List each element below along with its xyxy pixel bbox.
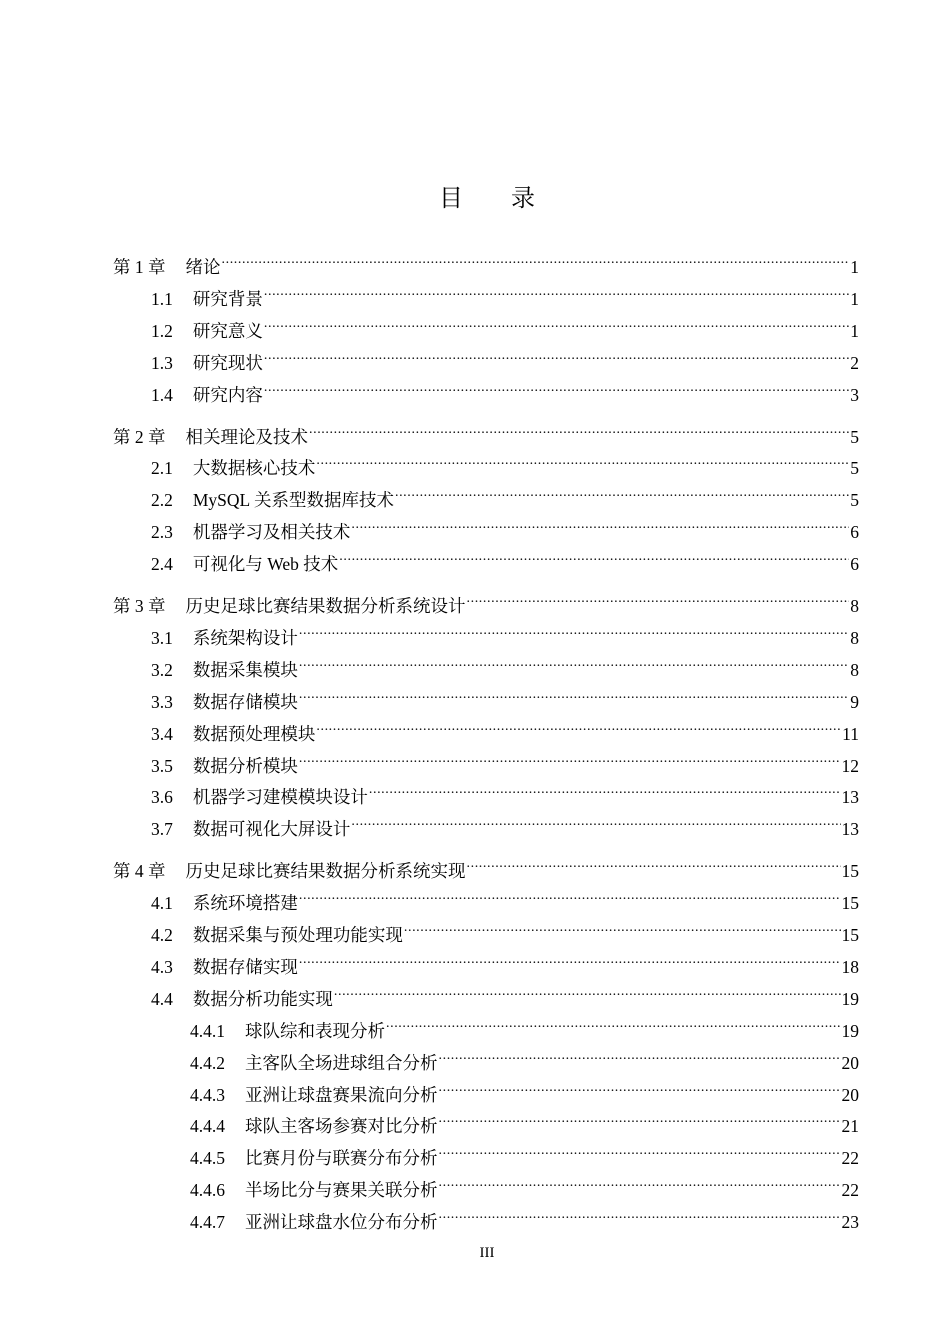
- toc-chapter-entry[interactable]: [113, 245, 859, 277]
- title-char-2: 录: [511, 186, 535, 212]
- toc-entry-label: 数据存储实现: [192, 956, 298, 977]
- toc-entry-page: 19: [841, 988, 859, 1009]
- toc-entry-number: 4.4.5: [190, 1148, 225, 1169]
- toc-entry-page: 15: [841, 861, 859, 882]
- toc-entry-label: 相关理论及技术: [185, 426, 308, 447]
- toc-dot-leader: [264, 373, 849, 401]
- toc-entry-label: 研究现状: [192, 352, 263, 373]
- toc-section-entry[interactable]: [151, 542, 859, 575]
- toc-entry-number: 4.4: [151, 988, 173, 1009]
- toc-chapter-entry[interactable]: [113, 584, 859, 616]
- toc-entry-page: 22: [841, 1148, 859, 1169]
- toc-dot-leader: [264, 341, 849, 369]
- toc-entry-page: 13: [841, 787, 859, 808]
- toc-entry-label: 亚洲让球盘赛果流向分析: [245, 1084, 438, 1105]
- toc-entry-label: 数据可视化大屏设计: [192, 819, 351, 840]
- toc-entry-number: 4.4.6: [190, 1180, 225, 1201]
- toc-section-entry[interactable]: [151, 807, 859, 840]
- toc-entry-page: 12: [841, 755, 859, 776]
- toc-entry-number: 3.3: [151, 691, 173, 712]
- toc-entry-page: 5: [850, 458, 859, 479]
- toc-section-entry[interactable]: [190, 1104, 859, 1137]
- toc-entry-page: 21: [841, 1116, 859, 1137]
- toc-section-entry[interactable]: [151, 446, 859, 479]
- toc-dot-leader: [439, 1073, 841, 1101]
- toc-entry-page: 20: [841, 1052, 859, 1073]
- toc-entry-page: 20: [841, 1084, 859, 1105]
- toc-dot-leader: [299, 648, 849, 676]
- toc-entry-label: 研究内容: [192, 384, 263, 405]
- toc-entry-label: 比赛月份与联赛分布分析: [245, 1148, 438, 1169]
- toc-dot-leader: [439, 1041, 841, 1069]
- footer-page-number: III: [479, 1245, 495, 1261]
- toc-chapter-entry[interactable]: [113, 415, 859, 447]
- toc-entry-page: 5: [850, 490, 859, 511]
- toc-section-entry[interactable]: [151, 510, 859, 543]
- toc-dot-leader: [467, 849, 841, 877]
- toc-entry-number: 2.4: [151, 554, 173, 575]
- toc-dot-leader: [264, 309, 849, 337]
- toc-dot-leader: [467, 584, 850, 612]
- toc-dot-leader: [369, 775, 841, 803]
- toc-section-entry[interactable]: [190, 1200, 859, 1233]
- toc-dot-leader: [316, 446, 849, 474]
- toc-entry-number: 4.2: [151, 925, 173, 945]
- toc-entry-label: 机器学习及相关技术: [192, 522, 351, 543]
- toc-dot-leader: [299, 744, 841, 772]
- toc-entry-label: 球队综和表现分析: [245, 1020, 385, 1041]
- toc-dot-leader: [299, 881, 841, 909]
- toc-section-entry[interactable]: [151, 977, 859, 1009]
- toc-entry-label: 研究背景: [192, 288, 263, 309]
- toc-entry-number: 第 1 章: [113, 257, 166, 277]
- toc-section-entry[interactable]: [151, 373, 859, 405]
- toc-entry-label: 绪论: [185, 257, 221, 277]
- toc-entry-page: 8: [850, 627, 859, 648]
- toc-entry-number: 3.7: [151, 819, 173, 840]
- toc-entry-label: 数据分析功能实现: [192, 988, 333, 1009]
- page-title: [0, 178, 950, 213]
- toc-entry-page: 8: [850, 596, 859, 616]
- toc-entry-page: 8: [850, 659, 859, 680]
- toc-section-entry[interactable]: [151, 775, 859, 808]
- toc-entry-number: 1.4: [151, 384, 173, 405]
- toc-entry-number: 4.4.4: [190, 1116, 225, 1137]
- toc-entry-page: 19: [841, 1020, 859, 1041]
- toc-dot-leader: [299, 616, 849, 644]
- toc-entry-number: 第 3 章: [113, 596, 166, 616]
- toc-entry-label: 历史足球比赛结果数据分析系统实现: [185, 861, 466, 882]
- toc-entry-page: 6: [850, 522, 859, 543]
- toc-entry-label: 球队主客场参赛对比分析: [245, 1116, 438, 1137]
- toc-section-entry[interactable]: [190, 1073, 859, 1105]
- toc-entry-number: 4.4.3: [190, 1084, 225, 1105]
- toc-section-entry[interactable]: [190, 1009, 859, 1041]
- toc-entry-page: 2: [850, 352, 859, 373]
- toc-dot-leader: [299, 680, 849, 708]
- toc-entry-page: 5: [850, 426, 859, 447]
- toc-entry-number: 3.1: [151, 627, 173, 648]
- toc-entry-number: 4.3: [151, 956, 173, 977]
- toc-entry-page: 9: [850, 691, 859, 712]
- toc-dot-leader: [334, 977, 841, 1005]
- toc-entry-label: MySQL 关系型数据库技术: [192, 490, 394, 511]
- toc-entry-number: 2.2: [151, 490, 173, 511]
- toc-entry-page: 23: [841, 1212, 859, 1233]
- toc-entry-label: 数据采集与预处理功能实现: [192, 925, 403, 945]
- toc-section-entry[interactable]: [151, 712, 859, 744]
- toc-entry-number: 第 2 章: [113, 426, 166, 447]
- toc-dot-leader: [264, 277, 849, 305]
- toc-entry-number: 1.1: [151, 288, 173, 309]
- toc-entry-number: 3.2: [151, 659, 173, 680]
- toc-section-entry[interactable]: [151, 478, 859, 511]
- toc-entry-label: 数据存储模块: [192, 691, 298, 712]
- toc-entry-label: 历史足球比赛结果数据分析系统设计: [185, 596, 466, 616]
- toc-entry-label: 数据采集模块: [192, 659, 298, 680]
- toc-entry-number: 4.1: [151, 893, 173, 914]
- toc-entry-label: 可视化与 Web 技术: [192, 554, 339, 575]
- toc-entry-label: 数据分析模块: [192, 755, 298, 776]
- toc-entry-page: 1: [850, 257, 859, 277]
- toc-section-entry[interactable]: [151, 744, 859, 776]
- toc-dot-leader: [386, 1009, 841, 1037]
- toc-entry-number: 第 4 章: [113, 861, 166, 882]
- toc-entry-number: 3.4: [151, 723, 173, 744]
- toc-entry-page: 11: [842, 723, 859, 744]
- toc-dot-leader: [351, 807, 840, 835]
- toc-dot-leader: [299, 945, 841, 973]
- toc-entry-page: 1: [850, 288, 859, 309]
- toc-entry-number: 2.1: [151, 458, 173, 479]
- toc-entry-label: 半场比分与赛果关联分析: [245, 1180, 438, 1201]
- toc-entry-label: 亚洲让球盘水位分布分析: [245, 1212, 438, 1233]
- toc-section-entry[interactable]: [151, 680, 859, 712]
- toc-section-entry[interactable]: [190, 1136, 859, 1169]
- toc-section-entry[interactable]: [151, 945, 859, 977]
- toc-section-entry[interactable]: [151, 277, 859, 309]
- toc-section-entry[interactable]: [151, 341, 859, 373]
- toc-entry-number: 4.4.2: [190, 1052, 225, 1073]
- toc-entry-page: 13: [841, 819, 859, 840]
- toc-entry-number: 1.2: [151, 320, 173, 341]
- toc-dot-leader: [404, 913, 841, 941]
- toc-dot-leader: [439, 1168, 841, 1196]
- toc-dot-leader: [309, 415, 849, 443]
- toc-entry-page: 6: [850, 554, 859, 575]
- toc-chapter-entry[interactable]: [113, 849, 859, 882]
- toc-entry-page: 3: [850, 384, 859, 405]
- toc-entry-number: 1.3: [151, 352, 173, 373]
- toc-entry-label: 大数据核心技术: [192, 458, 316, 479]
- toc-section-entry[interactable]: [151, 616, 859, 648]
- toc-entry-label: 系统架构设计: [192, 627, 298, 648]
- toc-dot-leader: [395, 478, 849, 506]
- title-char-1: 目: [439, 186, 463, 212]
- toc-dot-leader: [439, 1104, 841, 1132]
- toc-entry-label: 主客队全场进球组合分析: [245, 1052, 438, 1073]
- toc-entry-page: 1: [850, 320, 859, 341]
- toc-section-entry[interactable]: [190, 1041, 859, 1073]
- toc-entry-label: 机器学习建模模块设计: [192, 787, 368, 808]
- toc-entry-page: 15: [841, 893, 859, 914]
- toc-entry-page: 22: [841, 1180, 859, 1201]
- toc-section-entry[interactable]: [151, 309, 859, 341]
- toc-dot-leader: [339, 542, 849, 570]
- toc-entry-label: 数据预处理模块: [192, 723, 316, 744]
- toc-dot-leader: [316, 712, 841, 740]
- toc-entry-number: 4.4.1: [190, 1020, 225, 1041]
- toc-dot-leader: [439, 1136, 841, 1164]
- toc-entry-number: 2.3: [151, 522, 173, 543]
- toc-dot-leader: [351, 510, 849, 538]
- toc-section-entry[interactable]: [151, 913, 859, 945]
- toc-section-entry[interactable]: [190, 1168, 859, 1201]
- toc-entry-label: 系统环境搭建: [192, 893, 298, 914]
- toc-entry-label: 研究意义: [192, 320, 263, 341]
- toc-dot-leader: [222, 245, 850, 273]
- toc-entry-page: 15: [841, 925, 859, 945]
- toc-section-entry[interactable]: [151, 881, 859, 914]
- toc-entry-number: 3.5: [151, 755, 173, 776]
- toc-dot-leader: [439, 1200, 841, 1228]
- toc-entry-page: 18: [841, 956, 859, 977]
- toc-entry-number: 4.4.7: [190, 1212, 225, 1233]
- toc-section-entry[interactable]: [151, 648, 859, 680]
- toc-entry-number: 3.6: [151, 787, 173, 808]
